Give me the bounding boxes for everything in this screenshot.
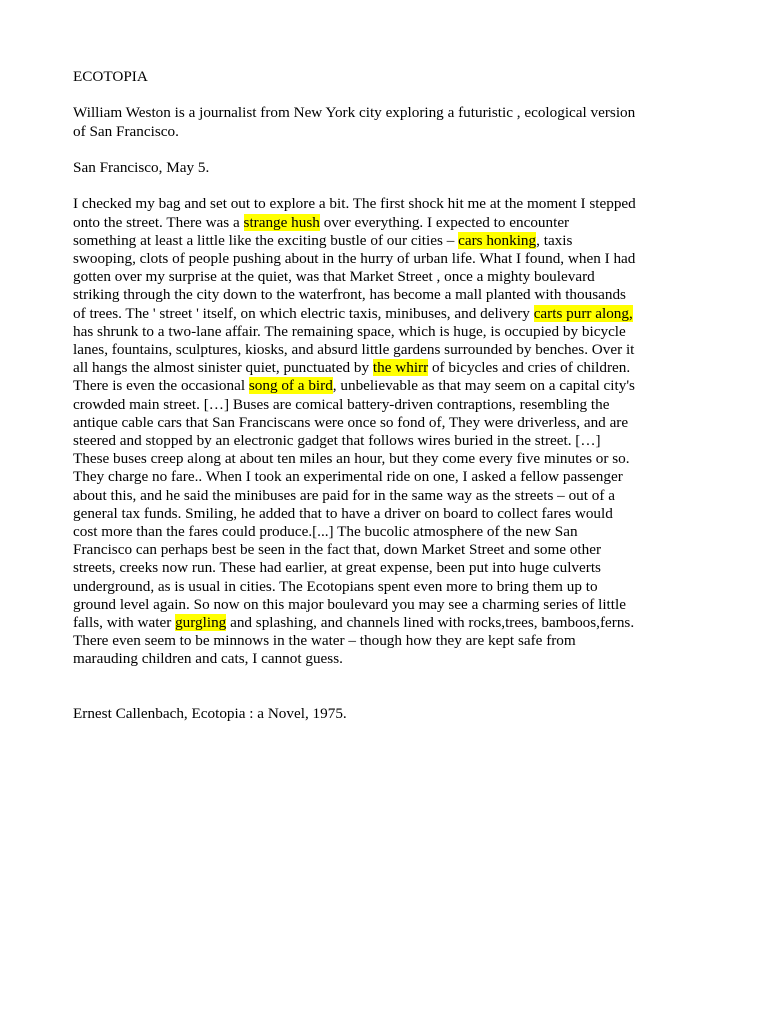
body-text: , taxis <box>536 231 573 249</box>
body-text: They charge no fare.. When I took an experimental ride on one, I asked a fellow passenger <box>73 468 623 486</box>
body-line <box>73 377 713 395</box>
body-line <box>73 232 713 250</box>
highlighted-phrase: carts purr along, <box>533 304 633 322</box>
document-page <box>73 68 713 723</box>
body-line <box>73 578 713 596</box>
body-text: falls, with water <box>73 614 176 632</box>
body-line <box>73 523 713 541</box>
body-line <box>73 559 713 577</box>
body-text: onto the street. There was a <box>73 213 244 231</box>
body-text: lanes, fountains, sculptures, kiosks, and absurd little gardens surrounded by benches. Over it <box>73 341 635 358</box>
body-line <box>73 214 713 232</box>
citation: Ernest Callenbach, Ecotopia : a Novel, 1975. <box>73 705 347 723</box>
body-line <box>73 487 713 505</box>
body-text: of bicycles and cries of children. <box>428 359 631 377</box>
body-text: streets, creeks now run. These had earlier, at great expense, been put into huge culverts <box>73 559 601 577</box>
body-text: general tax funds. Smiling, he added that to have a driver on board to collect fares would <box>73 504 613 522</box>
body-line <box>73 323 713 341</box>
highlighted-phrase: gurgling <box>175 614 227 632</box>
body-line <box>73 359 713 377</box>
highlighted-phrase: strange hush <box>243 213 320 231</box>
body-text: of trees. The ' street ' itself, on which electric taxis, minibuses, and delivery <box>73 304 534 322</box>
body-line <box>73 286 713 304</box>
body-line <box>73 505 713 523</box>
body-line <box>73 250 713 268</box>
body-line <box>73 268 713 286</box>
body-line <box>73 195 713 213</box>
body-line <box>73 541 713 559</box>
spacer <box>73 141 713 159</box>
body-text: steered and stopped by an electronic gadget that follows wires buried in the street. […] <box>73 432 601 450</box>
body-text: about this, and he said the minibuses are paid for in the same way as the streets – out of a <box>73 486 615 504</box>
body-text: something at least a little like the exciting bustle of our cities – <box>73 231 459 249</box>
body-text: over everything. I expected to encounter <box>319 213 570 231</box>
body-line <box>73 632 713 650</box>
body-line <box>73 450 713 468</box>
body-text: cost more than the fares could produce.[...] The bucolic atmosphere of the new San <box>73 523 578 541</box>
body-text: marauding children and cats, I cannot guess. <box>73 650 343 668</box>
body-text: These buses creep along at about ten miles an hour, but they come every five minutes or so. <box>73 450 630 468</box>
highlighted-phrase: song of a bird <box>248 377 333 395</box>
intro-line: William Weston is a journalist from New York city exploring a futuristic , ecological version <box>73 104 636 122</box>
body-text: antique cable cars that San Franciscans were once so fond of, They were driverless, and are <box>73 413 629 431</box>
body-text: and splashing, and channels lined with rocks,trees, bamboos,ferns. <box>226 614 635 632</box>
body-text: striking through the city down to the waterfront, has become a mall planted with thousands <box>73 286 626 304</box>
spacer <box>73 669 713 705</box>
document-title: ECOTOPIA <box>73 68 148 85</box>
spacer <box>73 177 713 195</box>
dateline: San Francisco, May 5. <box>73 158 210 176</box>
body-text: swooping, clots of people pushing about in the hurry of urban life. What I found, when I had <box>73 249 636 267</box>
spacer <box>73 86 713 104</box>
body-text: There even seem to be minnows in the water – though how they are kept safe from <box>73 632 576 650</box>
highlighted-phrase: the whirr <box>372 359 429 377</box>
body-text: all hangs the almost sinister quiet, punctuated by <box>73 359 373 377</box>
body-line <box>73 305 713 323</box>
body-line <box>73 396 713 414</box>
body-line <box>73 596 713 614</box>
body-text: , unbelievable as that may seem on a capital city's <box>332 377 635 395</box>
body-text: has shrunk to a two-lane affair. The remaining space, which is huge, is occupied by bicycle <box>73 322 626 340</box>
body-text: ground level again. So now on this major boulevard you may see a charming series of little <box>73 595 626 613</box>
body-text: I checked my bag and set out to explore a bit. The first shock hit me at the moment I stepped <box>73 195 636 213</box>
body-paragraph <box>73 195 713 668</box>
highlighted-phrase: cars honking <box>458 231 537 249</box>
intro-line: of San Francisco. <box>73 122 179 140</box>
body-line <box>73 432 713 450</box>
body-text: Francisco can perhaps best be seen in the fact that, down Market Street and some other <box>73 541 602 559</box>
body-line <box>73 341 713 359</box>
body-text: There is even the occasional <box>73 377 249 395</box>
intro-paragraph <box>73 104 713 140</box>
body-line <box>73 468 713 486</box>
body-text: underground, as is usual in cities. The Ecotopians spent even more to bring them up to <box>73 577 598 595</box>
body-line <box>73 414 713 432</box>
body-text: gotten over my surprise at the quiet, was that Market Street , once a mighty boulevard <box>73 268 595 286</box>
body-line <box>73 650 713 668</box>
body-text: crowded main street. […] Buses are comical battery-driven contraptions, resembling the <box>73 395 610 413</box>
body-line <box>73 614 713 632</box>
